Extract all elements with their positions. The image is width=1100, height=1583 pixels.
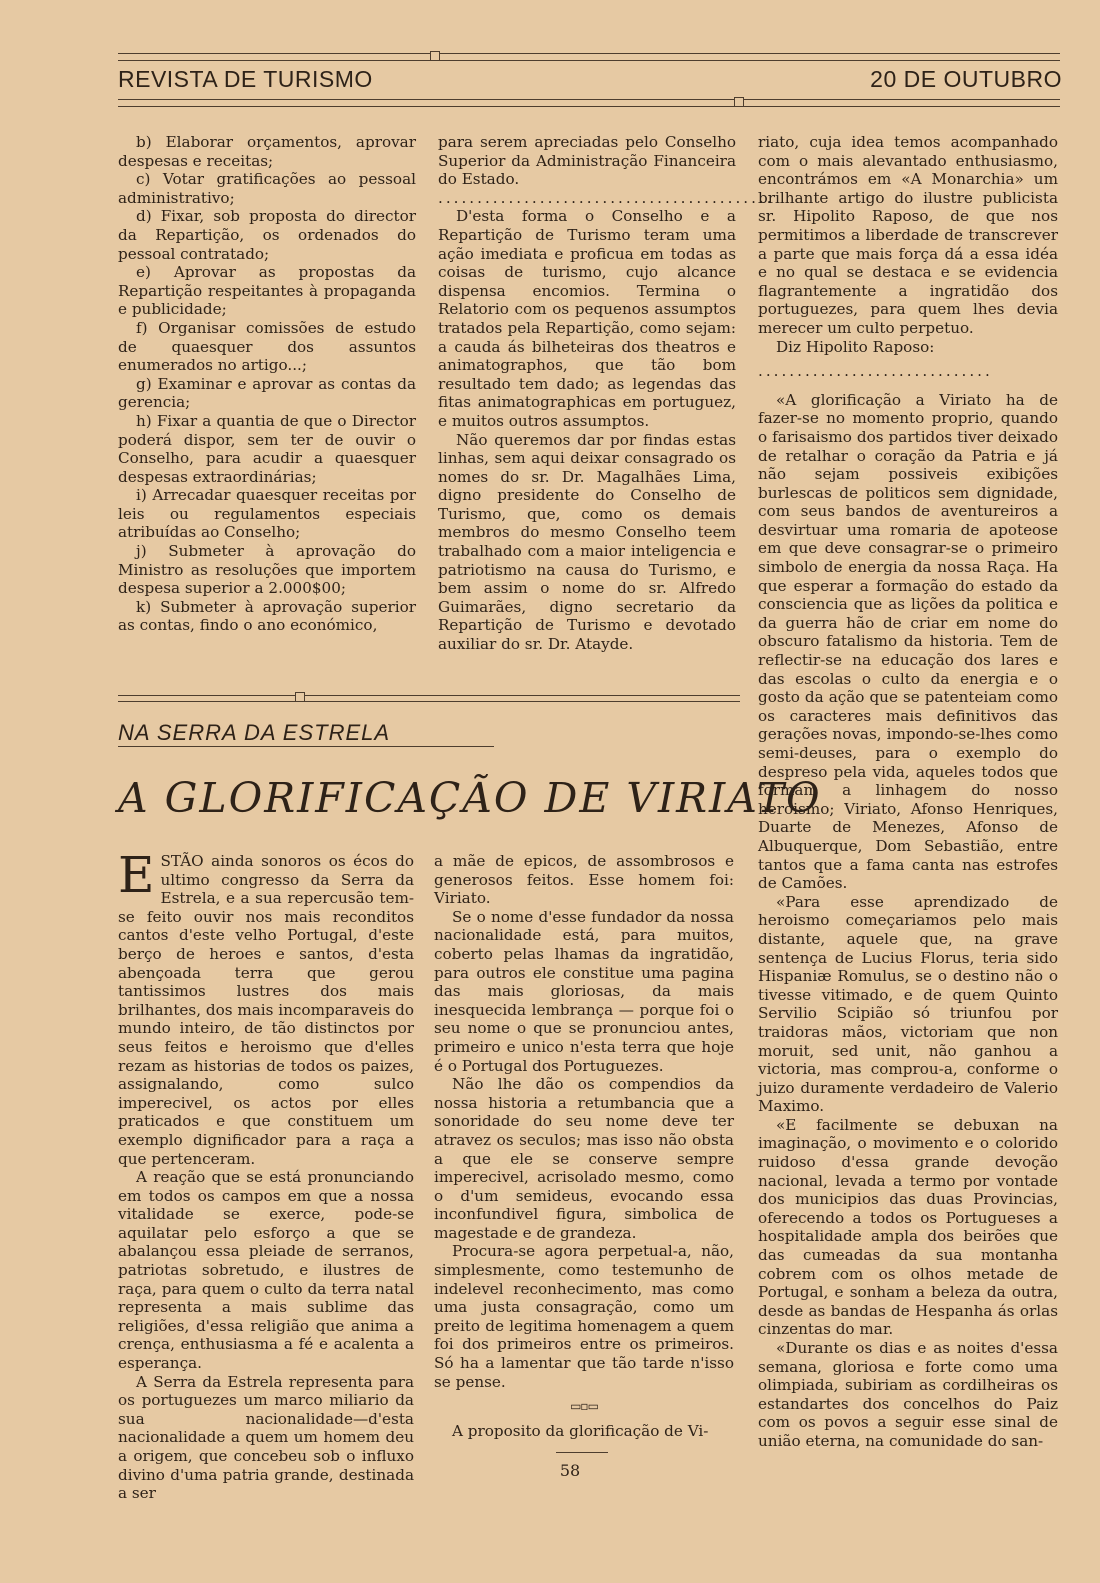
- paragraph: «A glorificação a Viriato ha de fazer-se no momento proprio, quando o farisaismo dos partidos tiver deixado de retalhar o coração da Patria e já não sejam possiveis exibições burlescas de politicos sem dignidade, com seus bandos de aventureiros a desvirtuar uma romaria de apoteose em que deve consagrar-se o primeiro simbolo de energia da nossa Raça. Ha que esperar a formação do estado da consciencia que as lições da politica e da guerra hão de criar em nome do obscuro fatalismo da historia. Tem de reflectir-se na educação dos lares e das escolas o culto da energia e o gosto da ação que se patenteiam como os caracteres mais definitivos das gerações novas, impondo-se-lhes como semi-deuses, para o exemplo do despreso pela vida, aqueles todos que formam a linhagem do nosso heroismo; Viriato, Afonso Henriques, Duarte de Menezes, Afonso de Albuquerque, Dom Sebastião, entre tantos que a fama canta nas estrofes de Camões.: [758, 390, 1058, 893]
- lead-word: STÃO: [160, 852, 204, 870]
- column-1-top: [118, 133, 416, 635]
- paragraph: para serem apreciadas pelo Conselho Superior da Administração Financeira do Estado.: [438, 133, 736, 189]
- column-2-bottom: [434, 852, 734, 1440]
- paragraph: f) Organisar comissões de estudo de quaesquer dos assuntos enumerados no artigo...;: [118, 318, 416, 375]
- paragraph: e) Aprovar as propostas da Repartição respeitantes à propaganda e publicidade;: [118, 263, 416, 319]
- ellipsis-divider: ..............................: [758, 362, 993, 381]
- paragraph-text: ainda sonoros os écos do ultimo congresso da Serra da Estrela, e a sua repercusão tem-se feito ouvir nos mais reconditos cantos d'este velho Portugal, d'este berço de heroes e santos, d'esta abençoada terra que gerou tantissimos lustres dos mais brilhantes, dos mais incomparaveis do mundo inteiro, de tão distinctos por seus feitos e heroismo que d'elles rezam as historias de todos os paizes, assignalando, como sulco imperecivel, os actos por elles praticados e que constituem um exemplo dignificador para a raça a que pertenceram.: [118, 852, 414, 1168]
- paragraph: «Durante os dias e as noites d'essa semana, gloriosa e forte como uma olimpiada, subiriam as cordilheiras os estandartes dos concelhos do Paiz com os povos a seguir esse sinal de união eterna, na comunidade do san-: [758, 1339, 1058, 1450]
- first-paragraph: [118, 846, 414, 1168]
- rule-ornament: [734, 97, 744, 107]
- article-title: A GLORIFICAÇÃO DE VIRIATO: [118, 774, 822, 822]
- paragraph: Procura-se agora perpetual-a, não, simplesmente, como testemunho de indelevel reconhecimento, mas como uma justa consagração, como um preito de legitima homenagem a quem foi dos primeiros entre os primeiros. Só ha a lamentar que tão tarde n'isso se pense.: [434, 1242, 734, 1391]
- page-number-rule: [556, 1452, 608, 1453]
- section-underline: [118, 746, 494, 747]
- paragraph: «Para esse aprendizado de heroismo começariamos pelo mais distante, aquele que, na grave sentença de Lucius Florus, teria sido Hispaniæ Romulus, se o destino não o tivesse vitimado, e de quem Quinto Servilio Scipião só triunfou por traidoras mãos, victoriam que non moruit, sed unit, não ganhou a victoria, mas comprou-a, conforme o juizo duramente verdadeiro de Valerio Maximo.: [758, 892, 1058, 1116]
- magazine-title: REVISTA DE TURISMO: [118, 66, 373, 92]
- paragraph: h) Fixar a quantia de que o Director poderá dispor, sem ter de ouvir o Conselho, para acudir a quaesquer despesas extraordinárias;: [118, 411, 416, 486]
- paragraph: A reação que se está pronunciando em todos os campos em que a nossa vitalidade se exerce, pode-se aquilatar pelo esforço a que se abalançou essa pleiade de serranos, patriotas sobretudo, e ilustres de raça, para quem o culto da terra natal representa a mais sublime das religiões, d'essa religião que anima a crença, enthusiasma a fé e acalenta a esperança.: [118, 1168, 414, 1373]
- paragraph: Não lhe dão os compendios da nossa historia a retumbancia que a sonoridade do seu nome deve ter atravez os seculos; mas isso não obsta a que ele se conserve sempre imperecivel, acrisolado mesmo, como o d'um semideus, evocando essa inconfundivel figura, simbolica de magestade e de grandeza.: [434, 1075, 734, 1242]
- column-2-top: [438, 133, 775, 654]
- paragraph: D'esta forma o Conselho e a Repartição de Turismo teram uma ação imediata e proficua em todas as coisas de turismo, cujo alcance dispensa encomios. Termina o Relatorio com os pequenos assumptos tratados pela Repartição, como sejam: a cauda ás bilheteiras dos theatros e animatographos, que tão bom resultado tem dado; as legendas das fitas animatographicas em portuguez, e muitos outros assumptos.: [438, 207, 736, 430]
- paragraph: d) Fixar, sob proposta do director da Repartição, os ordenados do pessoal contratado;: [118, 207, 416, 263]
- paragraph: g) Examinar e aprovar as contas da gerencia;: [118, 374, 416, 412]
- paragraph: Diz Hipolito Raposo:: [776, 337, 935, 356]
- paragraph: b) Elaborar orçamentos, aprovar despesas e receitas;: [118, 133, 416, 170]
- paragraph: j) Submeter à aprovação do Ministro as resoluções que importem despesa superior a 2.000$00;: [118, 542, 416, 598]
- paragraph: «E facilmente se debuxan na imaginação, o movimento e o colorido ruidoso d'essa grande devoção nacional, levada a termo por vontade dos municipios das duas Provincias, oferecendo a todos os Portugueses a hospitalidade ampla dos beirões que das cumeadas da sua montanha cobrem com os olhos metade de Portugal, e sonham a beleza da outra, desde as bandas de Hespanha ás orlas cinzentas do mar.: [758, 1115, 1058, 1339]
- rule-ornament: [430, 51, 440, 61]
- paragraph: i) Arrecadar quaesquer receitas por leis ou regulamentos especiais atribuídas ao Conselho;: [118, 486, 416, 542]
- section-label: NA SERRA DA ESTRELA: [118, 720, 391, 745]
- paragraph: a mãe de epicos, de assombrosos e generosos feitos. Esse homem foi: Viriato.: [434, 852, 734, 908]
- paragraph: c) Votar gratificações ao pessoal administrativo;: [118, 170, 416, 207]
- paragraph: k) Submeter à aprovação superior as contas, findo o ano económico,: [118, 597, 416, 635]
- paragraph: A proposito da glorificação de Vi-: [452, 1421, 709, 1440]
- drop-cap: E: [118, 846, 155, 904]
- divider-ornament: ▭▫▭: [570, 1399, 598, 1414]
- issue-date: 20 DE OUTUBRO: [870, 66, 1062, 92]
- paragraph: Se o nome d'esse fundador da nossa nacionalidade está, para muitos, coberto pelas lhamas da ingratidão, para outros ele constitue uma pagina das mais gloriosas, da mais inesquecida lembrança — porque foi o seu nome o que se pronunciou antes, primeiro e unico n'esta terra que hoje é o Portugal dos Portuguezes.: [434, 907, 734, 1075]
- paragraph: A Serra da Estrela representa para os portuguezes um marco miliario da sua nacionalidade—d'esta nacionalidade a quem um homem deu a origem, que concebeu sob o influxo divino d'uma patria grande, destinada a ser: [118, 1372, 414, 1503]
- rule-ornament: [295, 692, 305, 702]
- header-top-rule: [118, 53, 1060, 61]
- section-rule: [118, 695, 740, 702]
- page-number: 58: [559, 1461, 581, 1480]
- paragraph: Não queremos dar por findas estas linhas, sem aqui deixar consagrado os nomes do sr. Dr. Magalhães Lima, digno presidente do Conselho de Turismo, que, como os demais membros do mesmo Conselho teem trabalhado com a maior inteligencia e patriotismo na causa do Turismo, e bem assim o nome do sr. Alfredo Guimarães, digno secretario da Repartição de Turismo e devotado auxiliar do sr. Dr. Atayde.: [438, 430, 736, 654]
- ellipsis-divider: ...........................................: [438, 188, 775, 207]
- column-1-bottom: [118, 846, 414, 1503]
- header-bottom-rule: [118, 99, 1060, 107]
- paragraph: riato, cuja idea temos acompanhado com o mais alevantado enthusiasmo, encontrámos em «A Monarchia» um brilhante artigo do ilustre publicista sr. Hipolito Raposo, de que nos permitimos a liberdade de transcrever a parte que mais força dá a essa idéa e no qual se destaca e se evidencia flagrantemente a ingratidão dos portuguezes, para quem lhes devia merecer um culto perpetuo.: [758, 133, 1058, 337]
